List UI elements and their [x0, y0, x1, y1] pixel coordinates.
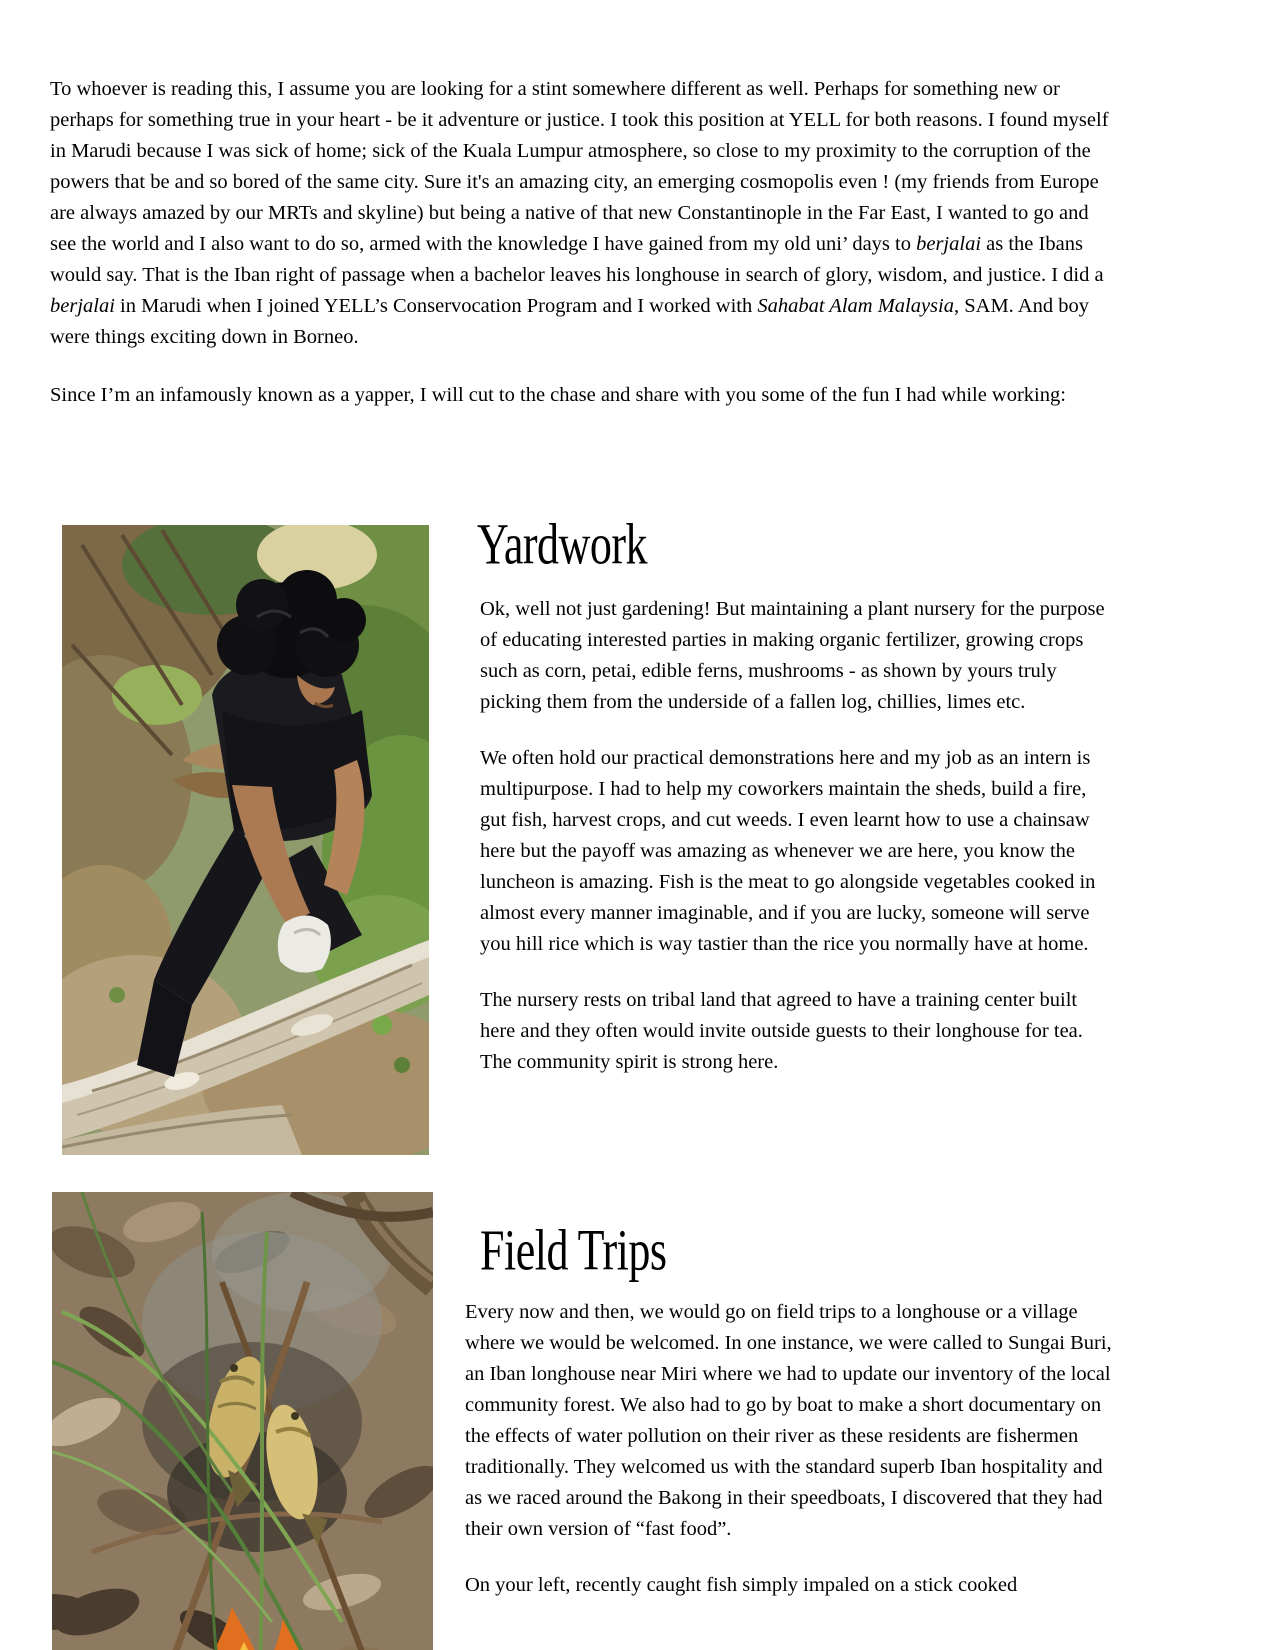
yardwork-paragraph-2: We often hold our practical demonstrations here and my job as an intern is multipurpose. I had to help my coworkers maintain the sheds, build a fire, gut fish, harvest crops, and cut weeds. I even learnt how to use a chainsaw here but the payoff was amazing as whenever we are here, you know the luncheon is amazing. Fish is the meat to go alongside vegetables cooked in almost every manner imaginable, and if you are lucky, someone will serve you hill rice which is way tastier than the rice you normally have at home.: [480, 747, 1096, 955]
fish-fire-photo-illustration: [52, 1192, 433, 1650]
yardwork-heading: Yardwork: [477, 512, 647, 577]
fish-fire-photo: [52, 1192, 433, 1650]
intro-p1-italic-berjalai-1: berjalai: [916, 233, 982, 255]
field-trips-body: [465, 1297, 1117, 1626]
intro-p1-italic-sahabat: Sahabat Alam Malaysia: [757, 295, 954, 317]
plastic-bag: [278, 915, 331, 972]
nursery-photo-illustration: [62, 525, 429, 1155]
intro-block: [50, 74, 1112, 438]
intro-p1-text-3: in Marudi when I joined YELL’s Conservocation Program and I worked with: [114, 295, 758, 317]
field-trips-paragraph-1: Every now and then, we would go on field trips to a longhouse or a village where we would be welcomed. In one instance, we were called to Sungai Buri, an Iban longhouse near Miri where we had to update our inventory of the local community forest. We also had to go by boat to make a short documentary on the effects of water pollution on their river as these residents are fishermen traditionally. They welcomed us with the standard superb Iban hospitality and as we raced around the Bakong in their speedboats, I discovered that they had their own version of “fast food”.: [465, 1301, 1112, 1540]
yardwork-body: [480, 594, 1112, 1103]
intro-paragraph-2: Since I’m an infamously known as a yapper, I will cut to the chase and share with you some of the fun I had while working:: [50, 384, 1066, 406]
field-trips-paragraph-2: On your left, recently caught fish simply impaled on a stick cooked: [465, 1574, 1018, 1596]
nursery-photo: [62, 525, 429, 1155]
intro-p1-text-4: , SAM. And boy were things exciting down in Borneo.: [50, 295, 1089, 348]
field-trips-heading: Field Trips: [480, 1218, 667, 1283]
intro-p1-text: To whoever is reading this, I assume you are looking for a stint somewhere different as well. Perhaps for something new or perhaps for something true in your heart - be it adventure or justice. I took this position at YELL for both reasons. I found myself in Marudi because I was sick of home; sick of the Kuala Lumpur atmosphere, so close to my proximity to the corruption of the powers that be and so bored of the same city. Sure it's an amazing city, an emerging cosmopolis even ! (my friends from Europe are always amazed by our MRTs and skyline) but being a native of that new Constantinople in the Far East, I wanted to go and see the world and I also want to do so, armed with the knowledge I have gained from my old uni’ days to: [50, 78, 1109, 255]
intro-p1-italic-berjalai-2: berjalai: [50, 295, 115, 317]
yardwork-paragraph-3: The nursery rests on tribal land that agreed to have a training center built here and they often would invite outside guests to their longhouse for tea. The community spirit is strong here.: [480, 989, 1083, 1073]
intro-p1-text-2: as the Ibans would say. That is the Iban right of passage when a bachelor leaves his longhouse in search of glory, wisdom, and justice. I did a: [50, 233, 1104, 286]
intro-paragraph-1: [50, 74, 1112, 353]
yardwork-paragraph-1: Ok, well not just gardening! But maintaining a plant nursery for the purpose of educating interested parties in making organic fertilizer, growing crops such as corn, petai, edible ferns, mushrooms - as shown by yours truly picking them from the underside of a fallen log, chillies, limes etc.: [480, 598, 1105, 713]
